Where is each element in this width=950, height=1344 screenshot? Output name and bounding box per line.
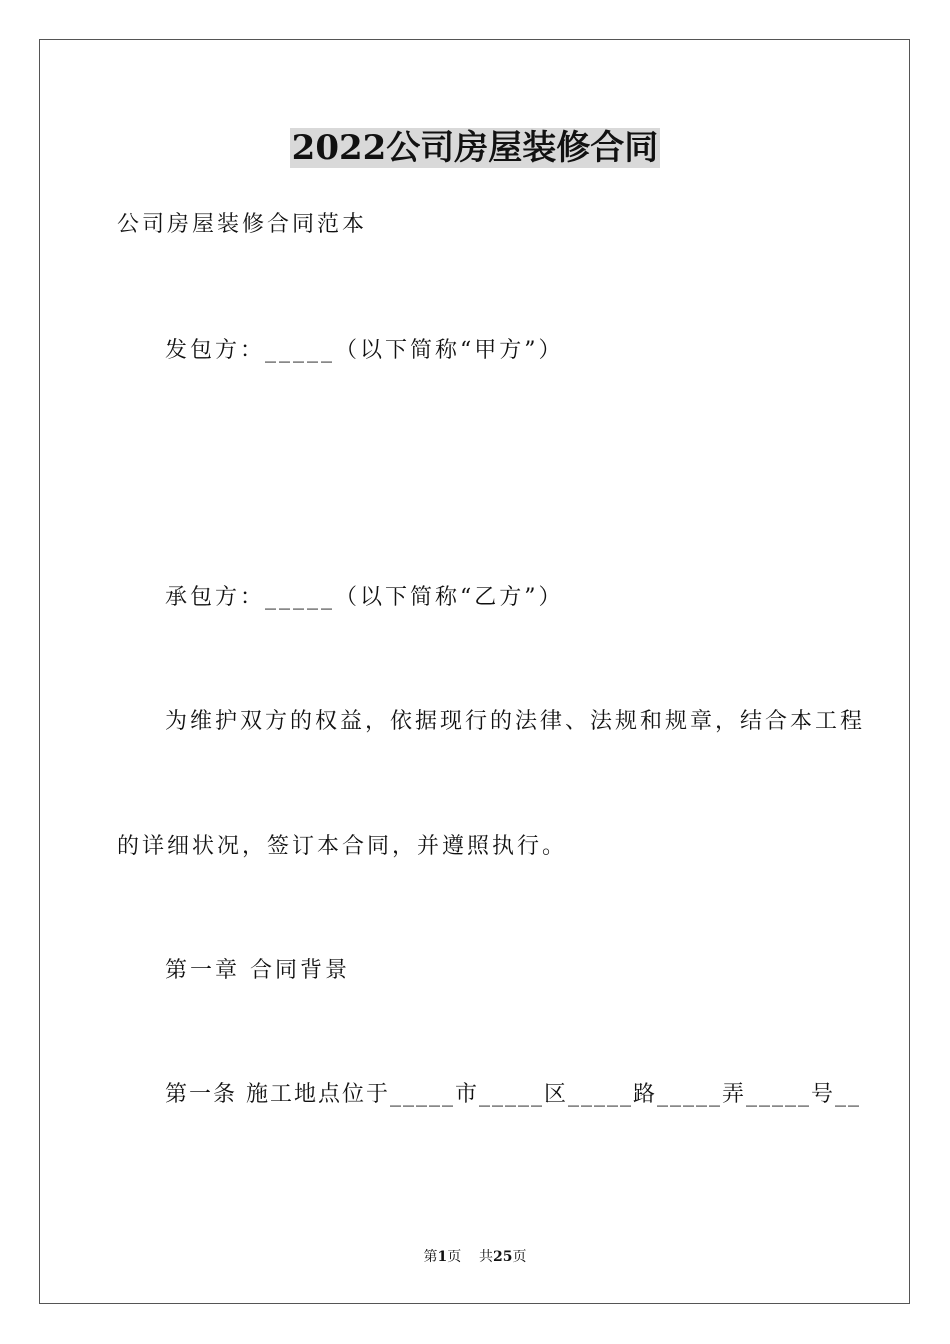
paragraph-purpose-line2: 的详细状况，签订本合同，并遵照执行。 bbox=[117, 834, 568, 859]
document-subtitle: 公司房屋装修合同范本 bbox=[117, 212, 368, 237]
document-title bbox=[0, 126, 950, 170]
chapter-heading: 第一章 合同背景 bbox=[165, 958, 350, 983]
footer-suffix: 页 bbox=[512, 1249, 527, 1265]
paragraph-purpose-line1: 为维护双方的权益，依据现行的法律、法规和规章，结合本工程 bbox=[165, 709, 866, 734]
document-title-text: 2022公司房屋装修合同 bbox=[291, 128, 659, 168]
footer-page-number: 1 bbox=[437, 1249, 448, 1265]
article-one: 第一条 施工地点位于_____市_____区_____路_____弄_____号__ bbox=[165, 1082, 861, 1107]
paragraph-party-a: 发包方：_____（以下简称“甲方”） bbox=[165, 338, 564, 363]
footer-mid: 页 共 bbox=[447, 1249, 494, 1265]
page-footer bbox=[0, 1248, 950, 1266]
footer-page-total: 25 bbox=[493, 1249, 513, 1265]
paragraph-party-b: 承包方：_____（以下简称“乙方”） bbox=[165, 585, 564, 610]
footer-prefix: 第 bbox=[423, 1249, 438, 1265]
